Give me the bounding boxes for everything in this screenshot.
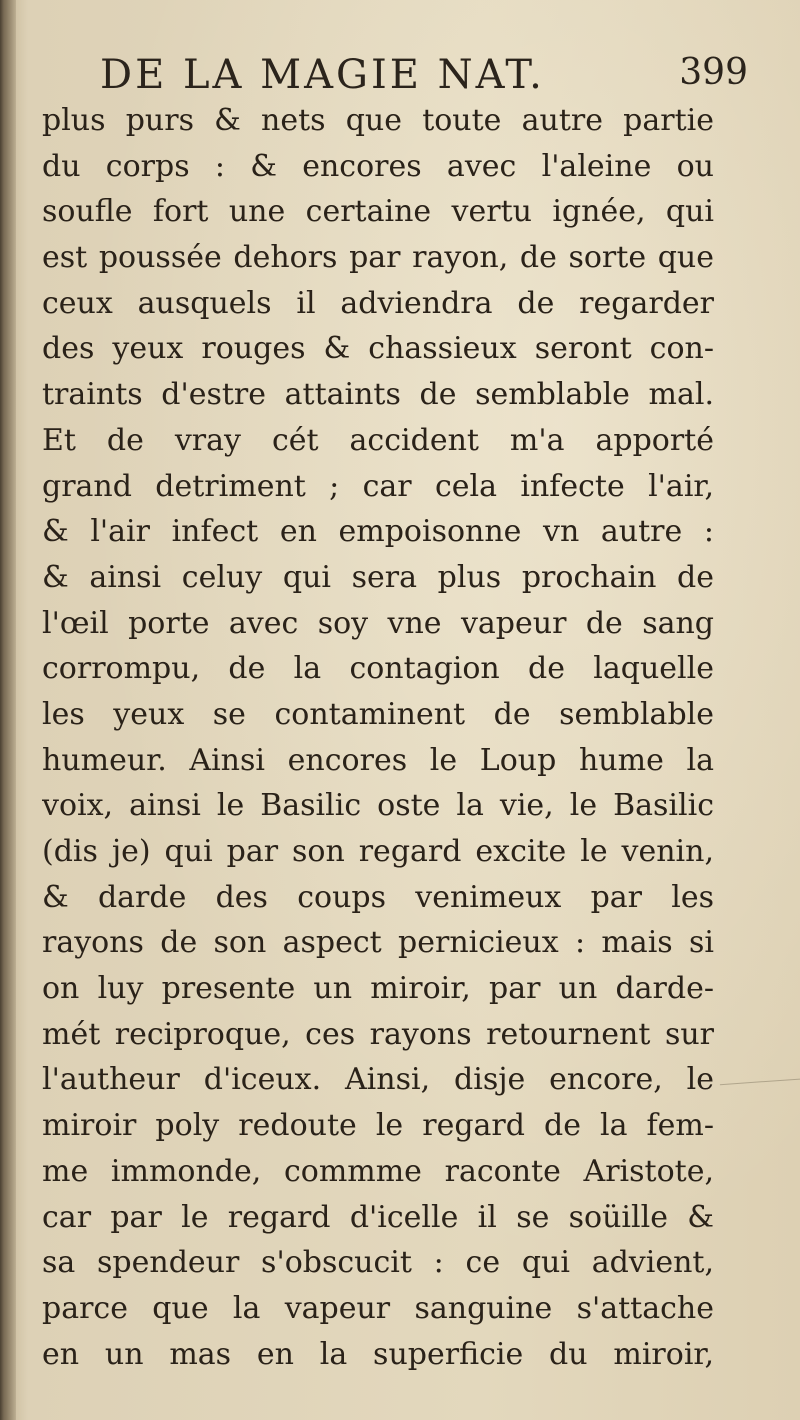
- text-line: parce que la vapeur sanguine s'attache: [42, 1290, 714, 1326]
- text-line: l'œil porte avec soy vne vapeur de sang: [42, 605, 714, 641]
- text-line: on luy presente un miroir, par un darde-: [42, 971, 714, 1007]
- text-line: voix, ainsi le Basilic oste la vie, le Basilic: [42, 788, 714, 824]
- text-line: est poussée dehors par rayon, de sorte que: [42, 240, 714, 276]
- text-line: (dis je) qui par son regard excite le venin,: [42, 834, 714, 869]
- text-line: & l'air infect en empoisonne vn autre :: [42, 514, 714, 550]
- text-line: & ainsi celuy qui sera plus prochain de: [42, 559, 714, 595]
- text-line: me immonde, commme raconte Aristote,: [42, 1153, 714, 1189]
- body-text: [42, 98, 714, 1377]
- text-line: humeur. Ainsi encores le Loup hume la: [42, 742, 714, 778]
- text-line: en un mas en la superficie du miroir,: [42, 1336, 714, 1372]
- text-line: mét reciproque, ces rayons retournent sur: [42, 1016, 714, 1052]
- text-line: traints d'estre attaints de semblable mal.: [42, 377, 714, 413]
- text-line: & darde des coups venimeux par les: [42, 879, 714, 915]
- text-line: corrompu, de la contagion de laquelle: [42, 651, 714, 687]
- text-line: ceux ausquels il adviendra de regarder: [42, 285, 714, 321]
- text-line: les yeux se contaminent de semblable: [42, 696, 714, 732]
- text-line: sa spendeur s'obscucit : ce qui advient,: [42, 1245, 714, 1281]
- text-line: car par le regard d'icelle il se soüille &: [42, 1199, 714, 1235]
- text-line: soufle fort une certaine vertu ignée, qui: [42, 194, 714, 230]
- text-line: des yeux rouges & chassieux seront con-: [42, 331, 714, 367]
- paper-crease: [720, 1076, 800, 1091]
- binding-edge: [0, 0, 16, 1420]
- text-line: l'autheur d'iceux. Ainsi, disje encore, le: [42, 1062, 714, 1098]
- text-line: rayons de son aspect pernicieux : mais si: [42, 925, 714, 961]
- text-line: plus purs & nets que toute autre partie: [42, 103, 714, 138]
- page-number: 399: [679, 52, 748, 93]
- running-head-title: DE LA MAGIE NAT.: [100, 52, 545, 98]
- text-line: Et de vray cét accident m'a apporté: [42, 422, 714, 458]
- text-line: miroir poly redoute le regard de la fem-: [42, 1108, 714, 1144]
- text-line: grand detriment ; car cela infecte l'air,: [42, 468, 714, 504]
- text-line: du corps : & encores avec l'aleine ou: [42, 148, 714, 184]
